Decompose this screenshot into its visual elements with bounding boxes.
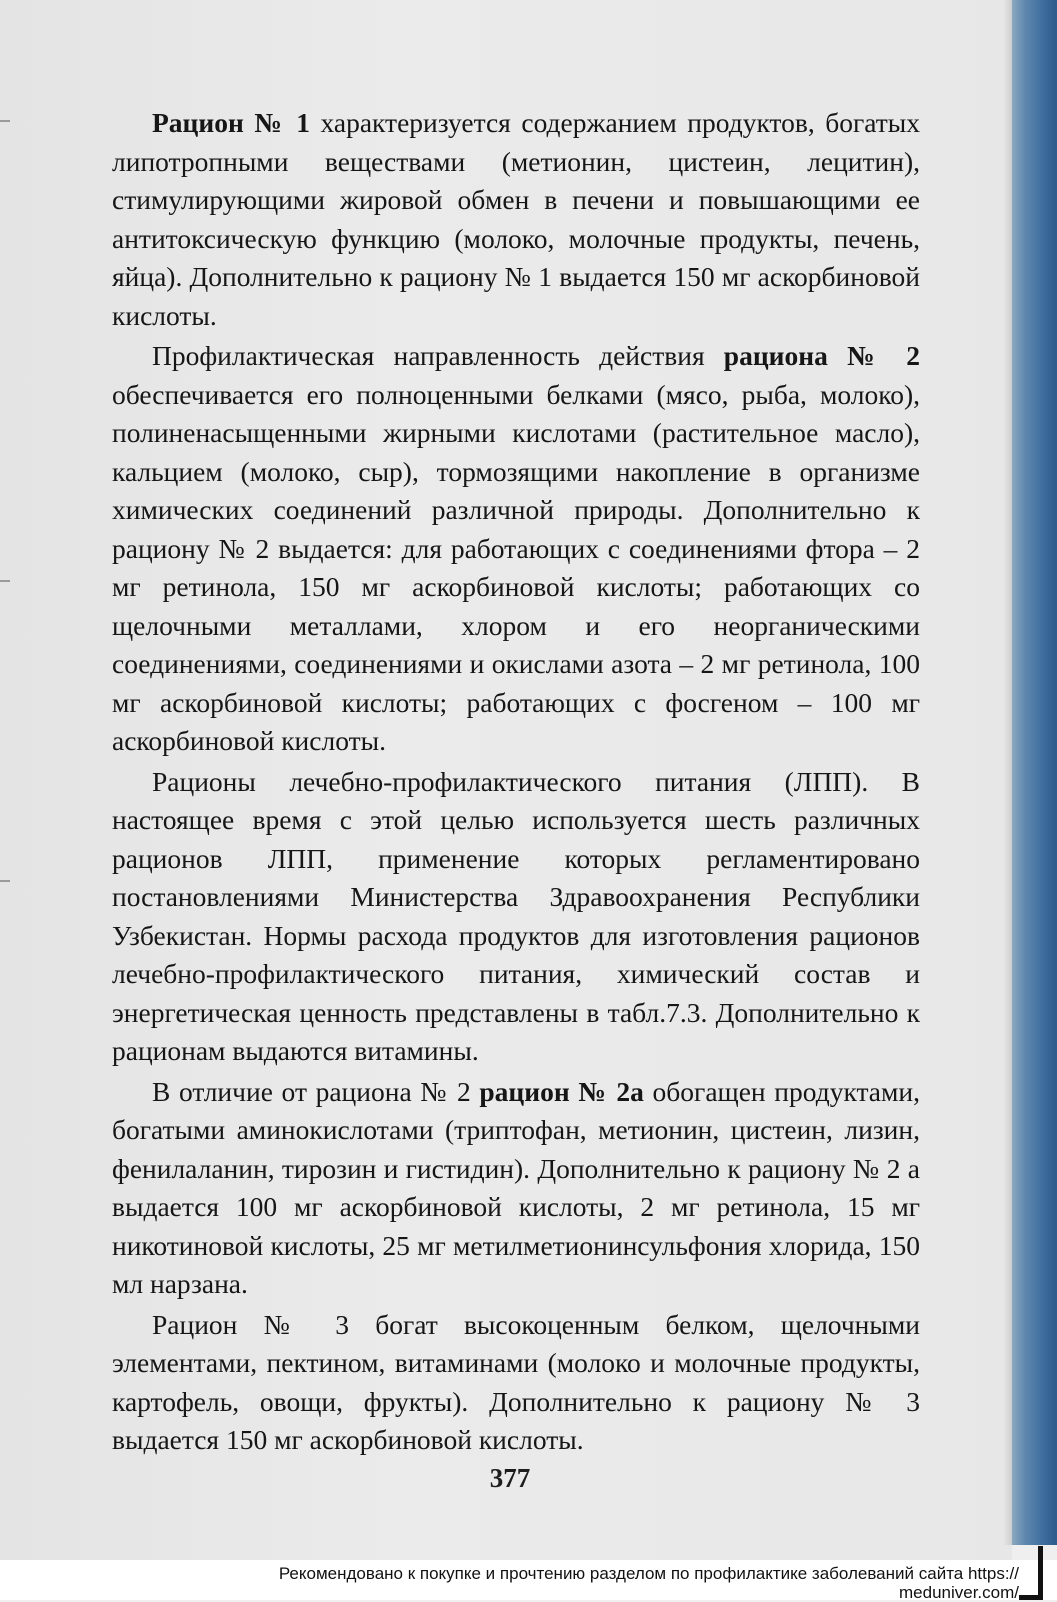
paragraph-text: В отличие от рациона № 2: [152, 1075, 480, 1107]
corner-bracket-vertical: [1038, 1546, 1043, 1600]
ration-1-heading: Рацион № 1: [152, 107, 310, 138]
paragraph-text: характеризуется содержанием продуктов, богатых липотропными веществами (метионин, цистеин, лецитин), стимулирующими жировой обмен в печени и повышающими ее антитоксическую функцию (молоко, молочные продукты, печень, яйца). Дополнительно к рациону № 1 выдается 150 мг аскорбиновой кислоты.: [112, 107, 921, 331]
corner-bracket-horizontal: [1019, 1595, 1043, 1600]
paragraph-text: Рацион № 3 богат высокоценным белком, щелочными элементами, пектином, витаминами (молоко и молочные продукты, картофель, овощи, фрукты). Дополнительно к рациону № 3 выдается 150 мг аскорбиновой кислоты.: [112, 1308, 920, 1455]
paragraph-text: обогащен продуктами, богатыми аминокислотами (триптофан, метионин, цистеин, лизин, фенилаланин, тирозин и гистидин). Дополнительно к рациону № 2 а выдается 100 мг аскорбиновой кислоты, 2 мг ретинола, 15 мг никотиновой кислоты, 25 мг метилметионинсульфония хлорида, 150 мл нарзана.: [112, 1075, 920, 1299]
paragraph-ration-2a: [112, 1073, 920, 1304]
book-cover-edge: [1012, 0, 1057, 1545]
ration-2-heading: рациона № 2: [723, 340, 920, 371]
paragraph-ration-2: [112, 337, 920, 761]
body-text: [112, 104, 920, 1460]
footer-line-1: Рекомендовано к покупке и прочтению разделом по профилактике заболеваний сайта https://: [278, 1564, 1019, 1583]
paragraph-lpp-rations: [112, 763, 920, 1071]
paragraph-text: Профилактическая направленность действия: [152, 340, 724, 371]
paragraph-ration-3: [112, 1306, 920, 1460]
margin-mark: [0, 120, 10, 122]
paragraph-text: Рационы лечебно-профилактического питания (ЛПП). В настоящее время с этой целью используется шесть различных рационов ЛПП, применение которых регламентировано постановлениями Министерства Здравоохранения Республики Узбекистан. Нормы расхода продуктов для изготовления рационов лечебно-профилактического питания, химический состав и энергетическая ценность представлены в табл.7.3. Дополнительно к рационам выдаются витамины.: [112, 765, 920, 1066]
margin-mark: [0, 580, 10, 582]
footer-banner: [0, 1560, 1057, 1600]
paragraph-ration-1: [112, 104, 920, 335]
footer-line-2: meduniver.com/: [899, 1583, 1019, 1602]
footer-text: [119, 1564, 1019, 1602]
margin-mark: [0, 880, 10, 882]
page-number: 377: [489, 1463, 531, 1493]
paragraph-text: обеспечивается его полноценными белками (мясо, рыба, молоко), полиненасыщенными жирными кислотами (растительное масло), кальцием (молоко, сыр), тормозящими накопление в организме химических соединений различной природы. Дополнительно к рациону № 2 выдается: для работающих с соединениями фтора – 2 мг ретинола, 150 мг аскорбиновой кислоты; работающих со щелочными металлами, хлором и его неорганическими соединениями, соединениями и окислами азота – 2 мг ретинола, 100 мг аскорбиновой кислоты; работающих с фосгеном – 100 мг аскорбиновой кислоты.: [112, 378, 920, 756]
ration-2a-heading: рацион № 2а: [479, 1075, 644, 1107]
